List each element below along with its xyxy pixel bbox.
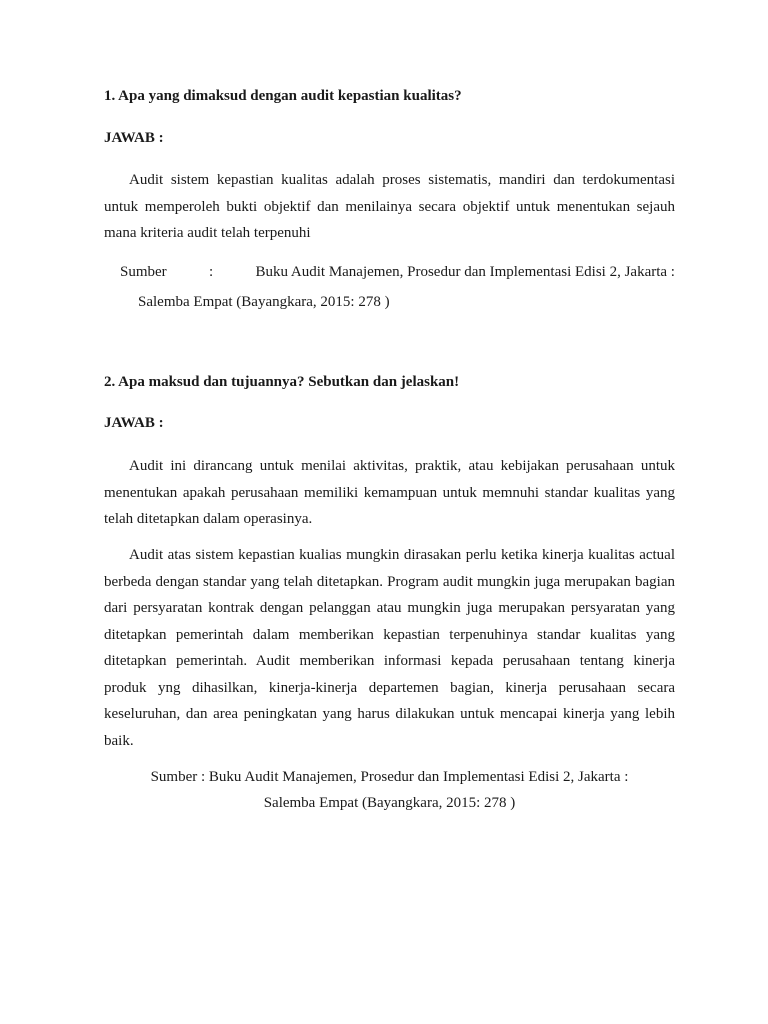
answer-2-source: [104, 767, 675, 813]
answer-1-paragraph: Audit sistem kepastian kualitas adalah proses sistematis, mandiri dan terdokumentasi untuk memperoleh bukti objektif dan menilainya secara objektif untuk menentukan sejauh mana kriteria audit telah terpenuhi: [104, 172, 675, 241]
answer-1-label: JAWAB :: [104, 130, 164, 146]
source-line-2: Salemba Empat (Bayangkara, 2015: 278 ): [263, 795, 516, 811]
answer-2-paragraph-2: Audit atas sistem kepastian kualias mungkin dirasakan perlu ketika kinerja kualitas actual berbeda dengan standar yang telah ditetapkan. Program audit mungkin juga merupakan bagian dari persyaratan kontrak dengan pelanggan atau mungkin juga merupakan persyaratan yang ditetapkan pemerintah dalam memberikan kepastian terpenuhinya standar kualitas yang ditetapkan pemerintah. Audit memberikan informasi kepada perusahaan tentang kinerja produk yng dihasilkan, kinerja-kinerja departemen bagian, kinerja perusahaan secara keseluruhan, dan area peningkatan yang harus dilakukan untuk mencapai kinerja yang lebih baik.: [104, 547, 675, 749]
answer-1-source: [120, 262, 675, 312]
question-2-heading: 2. Apa maksud dan tujuannya? Sebutkan dan jelaskan!: [104, 374, 460, 390]
source-colon: :: [208, 264, 214, 280]
answer-2-label: JAWAB :: [104, 415, 164, 431]
source-text: Buku Audit Manajemen, Prosedur dan Implementasi Edisi 2, Jakarta :: [255, 264, 675, 280]
question-1-heading: 1. Apa yang dimaksud dengan audit kepastian kualitas?: [104, 88, 462, 104]
answer-2-paragraph-1: Audit ini dirancang untuk menilai aktivitas, praktik, atau kebijakan perusahaan untuk menentukan apakah perusahaan memiliki kemampuan untuk memnuhi standar kualitas yang telah ditetapkan dalam operasinya.: [104, 458, 675, 527]
source-line-1: Sumber : Buku Audit Manajemen, Prosedur dan Implementasi Edisi 2, Jakarta :: [150, 769, 629, 785]
source-label: Sumber: [120, 264, 167, 280]
source-continuation: Salemba Empat (Bayangkara, 2015: 278 ): [138, 294, 390, 310]
